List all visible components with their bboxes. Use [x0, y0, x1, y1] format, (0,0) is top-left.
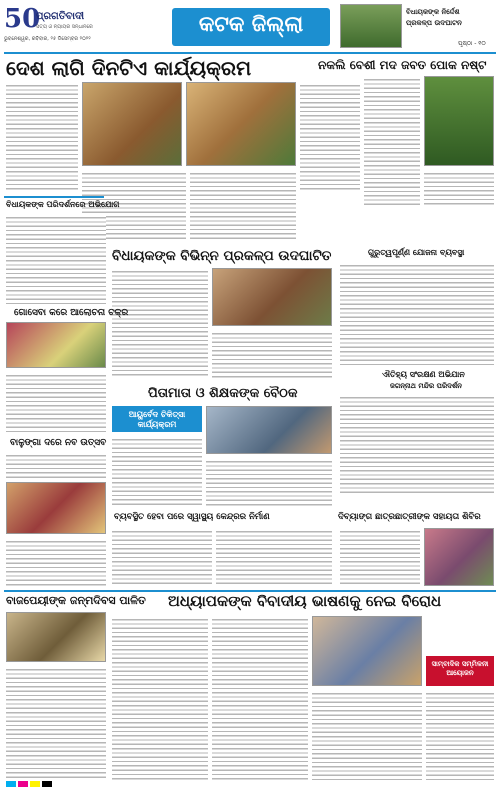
lead-text-col1	[6, 82, 78, 192]
top-right-text	[364, 76, 420, 206]
top-right-headline: ନକଲି ବେଶୀ ମଦ ଜବତ ପୋକ ନଷ୍ଟ	[318, 58, 487, 72]
right-lower-headline: ଦିବ୍ୟାଙ୍ଗ ଛାତ୍ରଛାତ୍ରୀଙ୍କ ସହାୟତା ଶିବିର	[338, 512, 481, 522]
box-text	[112, 436, 202, 506]
lead-photo-1	[82, 82, 182, 166]
center-mid-photo	[206, 406, 332, 454]
dateline: ଭୁବନେଶ୍ୱର, ରବିବାର, ୨୫ ଡିସେମ୍ବର ୨୦୨୨	[4, 36, 91, 42]
center-lower-headline: ବ୍ୟବସ୍ଥିତ ହେବା ପରେ ସ୍ୱାସ୍ଥ୍ୟ କେନ୍ଦ୍ରର ନିର୍ମାଣ	[114, 512, 270, 522]
right-mid-headline: ଗୁରୁତ୍ୱପୂର୍ଣ୍ଣ ଯୋଜନା ବ୍ୟବସ୍ଥା	[368, 248, 465, 257]
center-lower-text1	[112, 528, 212, 586]
center-main-headline: ବିଧାୟକଙ୍କ ବିଭିନ୍ନ ପ୍ରକଳ୍ପ ଉଦଘାଟିତ	[112, 248, 332, 264]
bottom-photo	[312, 616, 422, 686]
right-sub-headline: ଜଗନ୍ନାଥ ମନ୍ଦିର ପରିଦର୍ଶନ	[390, 382, 462, 390]
top-ad-photo	[340, 4, 402, 48]
box-head: ଆୟୁର୍ବେଦ ଚିକିତ୍ସା କାର୍ଯ୍ୟକ୍ରମ	[112, 406, 202, 432]
left-mid-headline: ବିଧାୟକଙ୍କ ପରିଦର୍ଶନରେ ଅଭିଯୋଗ	[6, 200, 120, 209]
center-lower-text2	[216, 528, 332, 586]
left-mid-text	[6, 214, 106, 304]
left-small-photo	[6, 322, 106, 368]
left-small-headline: ଗୋସେବା କରେ ଆଲୋଚନା ଚକ୍ର	[14, 308, 129, 318]
bottom-text-col1	[112, 616, 208, 780]
bottom-text-col2	[212, 616, 308, 780]
masthead-rule	[4, 52, 496, 54]
cyan-mark	[6, 781, 16, 787]
paper-name: ପ୍ରଗତିବାଦୀ	[36, 11, 85, 22]
right-mid2-headline: ଐତିହ୍ୟ ସଂରକ୍ଷଣ ଅଭିଯାନ	[382, 370, 465, 379]
magenta-mark	[18, 781, 28, 787]
center-mid-headline: ପିତାମାତା ଓ ଶିକ୍ଷକଙ୍କ ବୈଠକ	[148, 386, 298, 401]
logo-number: 50	[4, 4, 41, 34]
black-mark	[42, 781, 52, 787]
center-main-photo	[212, 268, 332, 326]
lead-photo-2	[186, 82, 296, 166]
paper-tagline: ସତ୍ୟ ଓ ନ୍ୟାୟର ସନ୍ଧାନରେ	[36, 24, 93, 30]
left-lower-headline: ବାଳୁଙ୍ଗା ଦରେ ନବ ଉତ୍ସବ	[10, 438, 107, 448]
top-ad-line1: ବିଧାୟକଙ୍କ ନିର୍ଦ୍ଦେଶ	[406, 8, 460, 16]
left-lower-text2	[6, 538, 106, 586]
page-number: ପୃଷ୍ଠା - ୧୦	[458, 40, 486, 47]
bottom-box: ସାମ୍ବାଦିକ ସମ୍ମିଳନୀ ଆୟୋଜନ	[426, 656, 494, 686]
left-lower-photo	[6, 482, 106, 534]
left-small-text	[6, 372, 106, 432]
left-rule	[4, 196, 104, 198]
yellow-mark	[30, 781, 40, 787]
top-ad-line2: ପ୍ରକଳ୍ପ ଉଦଘାଟନ	[406, 19, 462, 27]
bottom-left-photo	[6, 612, 106, 662]
right-lower-photo	[424, 528, 494, 586]
bottom-main-headline: ଅଧ୍ୟାପକଙ୍କ ବିବାଦୀୟ ଭାଷଣକୁ ନେଇ ବିରୋଧ	[168, 592, 442, 610]
left-lower-text	[6, 452, 106, 478]
bottom-text-col3	[312, 690, 422, 780]
masthead-logo	[4, 4, 136, 48]
bottom-box-text	[426, 690, 494, 780]
lead-headline: ଦେଶ ଲାଗି ଦିନଟିଏ କାର୍ଯ୍ୟକ୍ରମ	[6, 56, 252, 80]
lead-text-col3	[190, 170, 296, 240]
section-banner	[172, 8, 330, 46]
bottom-left-text	[6, 666, 106, 780]
right-mid-text	[340, 262, 494, 366]
right-mid2-text	[340, 394, 494, 494]
top-right-photo	[424, 76, 494, 166]
bottom-left-headline: ବାଜପେୟୀଙ୍କ ଜନ୍ମଦିବସ ପାଳିତ	[6, 594, 146, 607]
center-mid-text	[206, 458, 332, 506]
section-title: କଟକ ଜିଲ୍ଲା	[198, 12, 304, 36]
lead-text-col4	[300, 82, 360, 192]
center-main-text2	[212, 330, 332, 380]
top-right-text2	[424, 170, 494, 206]
center-main-text1	[112, 268, 208, 378]
right-lower-text	[340, 528, 420, 586]
